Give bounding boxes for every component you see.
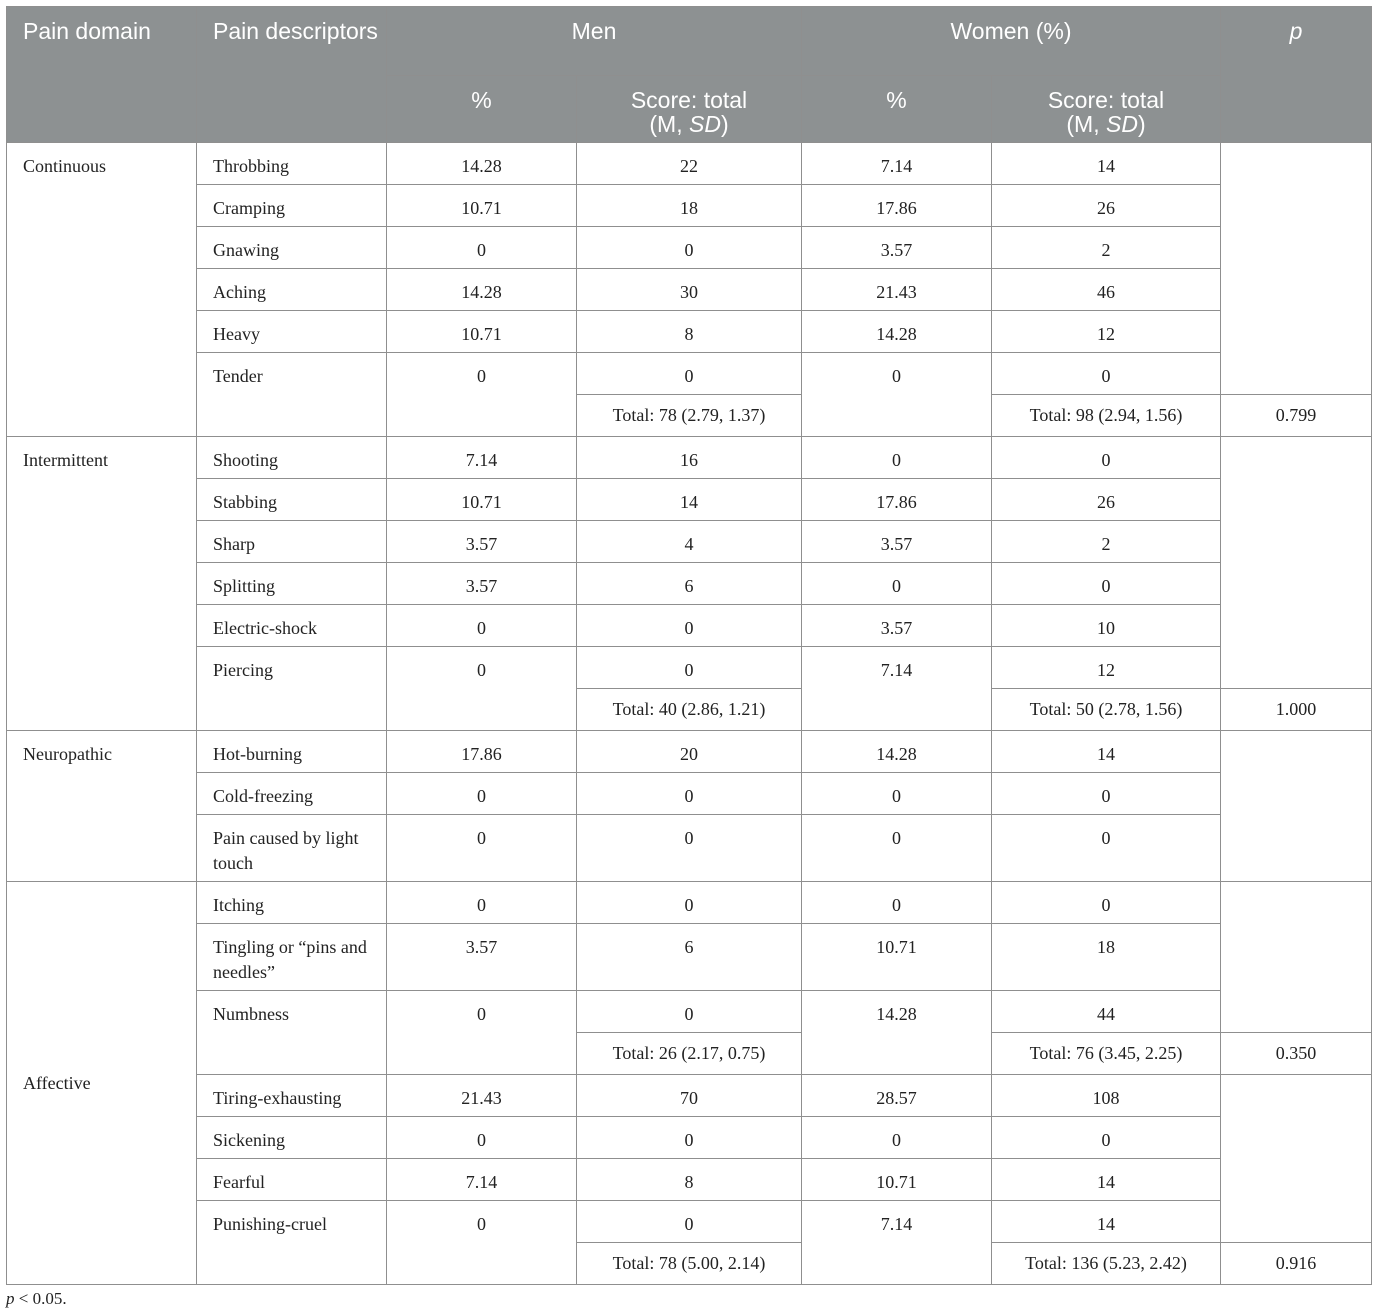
table-row [7,1159,1372,1201]
women-total-cell: Total: 98 (2.94, 1.56) [992,395,1221,437]
men-total-cell: Total: 40 (2.86, 1.21) [577,689,802,731]
men-pct-cell: 0 [387,815,577,882]
women-pct-cell: 0 [802,815,992,882]
men-score-cell: 8 [577,1159,802,1201]
descriptor-cell: Stabbing [197,479,387,521]
men-score-cell: 4 [577,521,802,563]
table-row [7,731,1372,773]
table-row [7,647,1372,689]
descriptor-cell: Shooting [197,437,387,479]
men-pct-cell: 0 [387,647,577,731]
men-pct-cell: 7.14 [387,1159,577,1201]
men-pct-cell: 10.71 [387,479,577,521]
table-footnote: p < 0.05. [6,1289,67,1308]
descriptor-cell: Cramping [197,185,387,227]
table-row [7,185,1372,227]
women-pct-cell: 21.43 [802,269,992,311]
women-score-cell: 108 [992,1075,1221,1117]
descriptor-cell: Sickening [197,1117,387,1159]
men-pct-cell: 0 [387,1201,577,1285]
header-pain-domain: Pain domain [7,7,197,143]
men-score-cell: 16 [577,437,802,479]
table-row [7,311,1372,353]
descriptor-cell: Fearful [197,1159,387,1201]
domain-affective: Affective [7,882,197,1285]
women-score-cell: 14 [992,1159,1221,1201]
women-score-cell: 0 [992,773,1221,815]
women-score-cell: 14 [992,731,1221,773]
descriptor-cell: Splitting [197,563,387,605]
men-pct-cell: 14.28 [387,143,577,185]
p-value-cell: 0.916 [1221,1243,1372,1285]
men-score-cell: 0 [577,605,802,647]
men-pct-cell: 3.57 [387,521,577,563]
men-pct-cell: 0 [387,227,577,269]
men-score-cell: 14 [577,479,802,521]
women-score-cell: 18 [992,924,1221,991]
table-row [7,1075,1372,1117]
men-pct-cell: 3.57 [387,924,577,991]
men-pct-cell: 0 [387,1117,577,1159]
women-pct-cell: 7.14 [802,1201,992,1285]
table-row [7,991,1372,1033]
men-score-cell: 20 [577,731,802,773]
header-pain-descriptors: Pain descriptors [197,7,387,143]
women-pct-cell: 0 [802,1117,992,1159]
men-score-cell: 30 [577,269,802,311]
men-pct-cell: 10.71 [387,311,577,353]
p-empty-cell [1221,143,1372,395]
header-men: Men [387,7,802,76]
header-women: Women (%) [802,7,1221,76]
descriptor-cell: Tender [197,353,387,437]
men-score-cell: 0 [577,1201,802,1243]
men-pct-cell: 0 [387,882,577,924]
men-score-cell: 6 [577,924,802,991]
men-pct-cell: 10.71 [387,185,577,227]
table-row [7,353,1372,395]
descriptor-cell: Electric-shock [197,605,387,647]
men-score-cell: 0 [577,773,802,815]
table-row [7,479,1372,521]
men-pct-cell: 0 [387,991,577,1075]
men-score-cell: 0 [577,353,802,395]
women-pct-cell: 17.86 [802,185,992,227]
men-total-cell: Total: 78 (2.79, 1.37) [577,395,802,437]
table-row [7,269,1372,311]
women-score-cell: 10 [992,605,1221,647]
women-score-cell: 0 [992,815,1221,882]
table-row [7,521,1372,563]
women-total-cell: Total: 76 (3.45, 2.25) [992,1033,1221,1075]
table-row [7,1201,1372,1243]
men-score-cell: 0 [577,647,802,689]
women-score-cell: 14 [992,1201,1221,1243]
men-pct-cell: 0 [387,773,577,815]
women-pct-cell: 28.57 [802,1075,992,1117]
men-score-cell: 0 [577,815,802,882]
table-row [7,143,1372,185]
men-score-cell: 0 [577,882,802,924]
header-men-pct: % [387,76,577,143]
women-pct-cell: 0 [802,882,992,924]
men-pct-cell: 0 [387,605,577,647]
descriptor-cell: Itching [197,882,387,924]
men-pct-cell: 0 [387,353,577,437]
men-score-cell: 0 [577,991,802,1033]
p-value-cell: 0.350 [1221,1033,1372,1075]
men-pct-cell: 21.43 [387,1075,577,1117]
descriptor-cell: Aching [197,269,387,311]
women-score-cell: 0 [992,882,1221,924]
table-row [7,437,1372,479]
women-score-cell: 2 [992,521,1221,563]
descriptor-cell: Tingling or “pins and needles” [197,924,387,991]
women-pct-cell: 0 [802,773,992,815]
men-score-cell: 22 [577,143,802,185]
men-pct-cell: 7.14 [387,437,577,479]
p-value-cell: 0.799 [1221,395,1372,437]
table-row [7,924,1372,991]
header-women-score: Score: total (M, SD) [992,76,1221,143]
men-pct-cell: 14.28 [387,269,577,311]
women-pct-cell: 3.57 [802,227,992,269]
women-score-cell: 0 [992,1117,1221,1159]
table-row [7,563,1372,605]
table-row [7,882,1372,924]
men-score-cell: 8 [577,311,802,353]
women-score-cell: 0 [992,563,1221,605]
women-pct-cell: 14.28 [802,991,992,1075]
men-score-cell: 70 [577,1075,802,1117]
women-score-cell: 12 [992,311,1221,353]
descriptor-cell: Tiring-exhausting [197,1075,387,1117]
women-score-cell: 14 [992,143,1221,185]
women-pct-cell: 14.28 [802,731,992,773]
p-empty-cell [1221,437,1372,689]
men-pct-cell: 3.57 [387,563,577,605]
women-pct-cell: 7.14 [802,647,992,731]
women-score-cell: 26 [992,185,1221,227]
header-women-pct: % [802,76,992,143]
women-pct-cell: 0 [802,563,992,605]
women-pct-cell: 0 [802,353,992,437]
men-score-cell: 0 [577,227,802,269]
women-pct-cell: 17.86 [802,479,992,521]
women-score-cell: 0 [992,437,1221,479]
women-score-cell: 2 [992,227,1221,269]
table-row [7,227,1372,269]
descriptor-cell: Sharp [197,521,387,563]
table-row [7,773,1372,815]
domain-continuous: Continuous [7,143,197,437]
women-total-cell: Total: 50 (2.78, 1.56) [992,689,1221,731]
table-row [7,1117,1372,1159]
table-row [7,605,1372,647]
descriptor-cell: Pain caused by light touch [197,815,387,882]
men-score-cell: 18 [577,185,802,227]
pain-descriptors-table [6,6,1372,1285]
men-score-cell: 6 [577,563,802,605]
table-row [7,815,1372,882]
p-empty-cell [1221,882,1372,1033]
header-men-score: Score: total (M, SD) [577,76,802,143]
women-pct-cell: 0 [802,437,992,479]
women-score-cell: 12 [992,647,1221,689]
women-pct-cell: 7.14 [802,143,992,185]
descriptor-cell: Cold-freezing [197,773,387,815]
women-pct-cell: 10.71 [802,1159,992,1201]
women-pct-cell: 14.28 [802,311,992,353]
descriptor-cell: Gnawing [197,227,387,269]
women-pct-cell: 3.57 [802,605,992,647]
women-pct-cell: 10.71 [802,924,992,991]
p-empty-cell [1221,1075,1372,1243]
women-score-cell: 26 [992,479,1221,521]
descriptor-cell: Numbness [197,991,387,1075]
descriptor-cell: Punishing-cruel [197,1201,387,1285]
women-pct-cell: 3.57 [802,521,992,563]
p-empty-cell [1221,731,1372,882]
men-total-cell: Total: 26 (2.17, 0.75) [577,1033,802,1075]
men-pct-cell: 17.86 [387,731,577,773]
p-value-cell: 1.000 [1221,689,1372,731]
domain-neuropathic: Neuropathic [7,731,197,882]
descriptor-cell: Throbbing [197,143,387,185]
women-score-cell: 46 [992,269,1221,311]
descriptor-cell: Hot-burning [197,731,387,773]
descriptor-cell: Heavy [197,311,387,353]
domain-intermittent: Intermittent [7,437,197,731]
women-total-cell: Total: 136 (5.23, 2.42) [992,1243,1221,1285]
header-p: p [1221,7,1372,143]
men-total-cell: Total: 78 (5.00, 2.14) [577,1243,802,1285]
descriptor-cell: Piercing [197,647,387,731]
women-score-cell: 0 [992,353,1221,395]
men-score-cell: 0 [577,1117,802,1159]
women-score-cell: 44 [992,991,1221,1033]
